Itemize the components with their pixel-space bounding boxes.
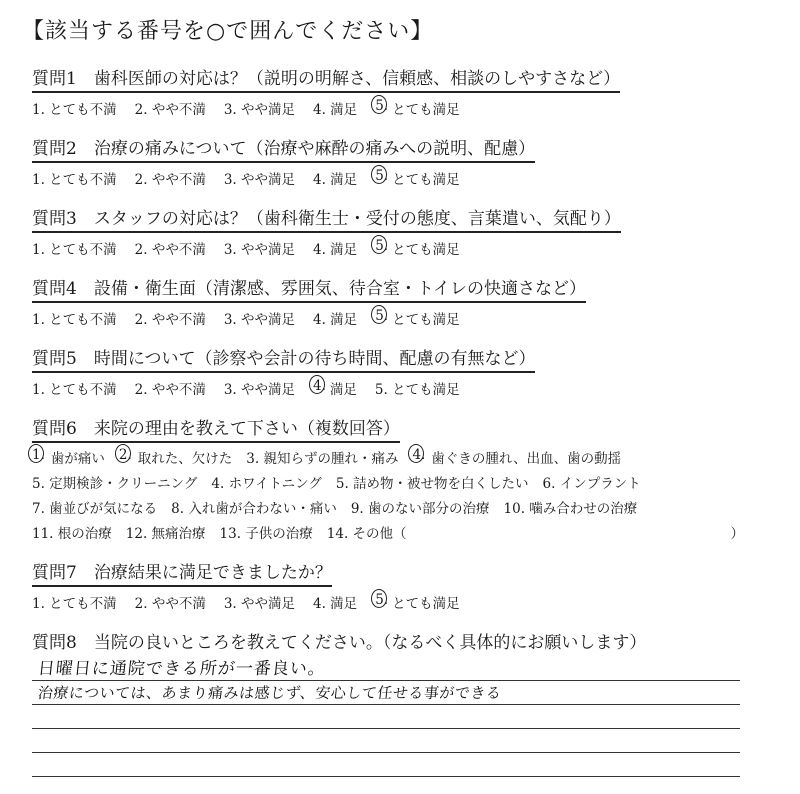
option-2[interactable]: 2. やや不満 — [134, 382, 206, 398]
question-4 — [32, 274, 772, 328]
question-title: 質問4 設備・衛生面（清潔感、雰囲気、待合室・トイレの快適さなど） — [32, 274, 586, 303]
option-4[interactable]: 4. 満足 — [313, 312, 358, 328]
reason-1-circled[interactable]: 1. — [32, 447, 45, 468]
reason-missing-teeth[interactable]: 9. 歯のない部分の治療 — [350, 501, 490, 517]
answer-line-1[interactable] — [32, 657, 740, 681]
reason-implant[interactable]: 6. インプラント — [542, 476, 641, 492]
option-4-label: 満足 — [329, 382, 357, 398]
question-title: 質問7 治療結果に満足できましたか？ — [32, 558, 332, 587]
question-3 — [32, 204, 772, 258]
options-row-2 — [32, 472, 772, 493]
option-1[interactable]: 1. とても不満 — [32, 312, 117, 328]
option-5-label: とても満足 — [392, 172, 460, 188]
question-5 — [32, 344, 772, 398]
options-row — [32, 308, 772, 328]
option-4[interactable]: 4. 満足 — [313, 102, 358, 118]
question-title: 質問8 当院の良いところを教えてください。（なるべく具体的にお願いします） — [32, 633, 647, 653]
question-title: 質問1 歯科医師の対応は？（説明の明解さ、信頼感、相談のしやすさなど） — [32, 64, 620, 93]
option-5-circled[interactable]: 5. — [375, 98, 388, 118]
instruction-header: 【該当する番号を○で囲んでください】 — [22, 19, 434, 44]
question-title: 質問2 治療の痛みについて（治療や麻酔の痛みへの説明、配慮） — [32, 134, 535, 163]
other-close-paren: ） — [730, 526, 744, 542]
reason-4-circled[interactable]: 4. — [412, 447, 425, 468]
option-5-circled[interactable]: 5. — [375, 238, 388, 258]
option-2[interactable]: 2. やや不満 — [134, 102, 206, 118]
reason-painless[interactable]: 12. 無痛治療 — [125, 526, 206, 542]
options-row — [32, 238, 772, 258]
option-5-circled[interactable]: 5. — [375, 592, 388, 612]
option-5[interactable]: 5. とても満足 — [374, 382, 460, 398]
option-1[interactable]: 1. とても不満 — [32, 382, 117, 398]
reason-1-label: 歯が痛い — [50, 451, 105, 467]
question-2 — [32, 134, 772, 188]
reason-checkup[interactable]: 5. 定期検診・クリーニング — [32, 476, 198, 492]
reason-3[interactable]: 3. 親知らずの腫れ・痛み — [246, 451, 399, 467]
answer-line-5[interactable] — [32, 753, 740, 777]
option-3[interactable]: 3. やや満足 — [223, 312, 296, 328]
option-3[interactable]: 3. やや満足 — [223, 596, 296, 612]
option-1[interactable]: 1. とても不満 — [32, 102, 117, 118]
question-8 — [32, 628, 772, 655]
reason-4-label: 歯ぐきの腫れ、出血、歯の動揺 — [431, 451, 622, 467]
options-row — [32, 98, 772, 118]
reason-other[interactable]: 14. その他（ — [326, 526, 407, 542]
reason-whitening[interactable]: 4. ホワイトニング — [211, 476, 322, 492]
answer-lines[interactable] — [32, 657, 740, 777]
question-1 — [32, 64, 772, 118]
option-3[interactable]: 3. やや満足 — [223, 242, 296, 258]
option-5-label: とても満足 — [392, 596, 460, 612]
options-row — [32, 168, 772, 188]
options-row — [32, 378, 772, 398]
option-4-circled[interactable]: 4. — [313, 378, 326, 398]
option-5-label: とても満足 — [392, 102, 460, 118]
reason-bite[interactable]: 10. 噛み合わせの治療 — [503, 501, 638, 517]
reason-children[interactable]: 13. 子供の治療 — [219, 526, 313, 542]
reason-root[interactable]: 11. 根の治療 — [32, 526, 112, 542]
option-2[interactable]: 2. やや不満 — [134, 596, 206, 612]
answer-line-4[interactable] — [32, 729, 740, 753]
option-3[interactable]: 3. やや満足 — [223, 172, 296, 188]
question-title: 質問3 スタッフの対応は？（歯科衛生士・受付の態度、言葉遣い、気配り） — [32, 204, 621, 233]
option-2[interactable]: 2. やや不満 — [134, 242, 206, 258]
option-2[interactable]: 2. やや不満 — [134, 172, 206, 188]
option-4[interactable]: 4. 満足 — [313, 242, 358, 258]
option-5-label: とても満足 — [392, 312, 460, 328]
option-4[interactable]: 4. 満足 — [313, 172, 358, 188]
answer-line-2[interactable] — [32, 681, 740, 705]
option-5-circled[interactable]: 5. — [375, 168, 388, 188]
reason-white-fillings[interactable]: 5. 詰め物・被せ物を白くしたい — [335, 476, 529, 492]
question-title: 質問5 時間について（診察や会計の待ち時間、配慮の有無など） — [32, 344, 535, 373]
option-4[interactable]: 4. 満足 — [313, 596, 358, 612]
reason-2-label: 取れた、欠けた — [137, 451, 233, 467]
options-row-3 — [32, 497, 772, 518]
option-1[interactable]: 1. とても不満 — [32, 172, 117, 188]
reason-2-circled[interactable]: 2. — [119, 447, 132, 468]
answer-line-3[interactable] — [32, 705, 740, 729]
question-6 — [32, 414, 772, 543]
question-title: 質問6 来院の理由を教えて下さい（複数回答） — [32, 414, 400, 443]
question-7 — [32, 558, 772, 612]
option-5-label: とても満足 — [392, 242, 460, 258]
options-row-4 — [32, 522, 772, 543]
handwritten-answer-2: 治療については、あまり痛みは感じず、安心して任せる事ができる — [37, 684, 503, 702]
handwritten-answer-1: 日曜日に通院できる所が一番良い。 — [36, 659, 327, 679]
reason-dentures[interactable]: 8. 入れ歯が合わない・痛い — [171, 501, 337, 517]
option-3[interactable]: 3. やや満足 — [223, 382, 296, 398]
option-2[interactable]: 2. やや不満 — [134, 312, 206, 328]
option-1[interactable]: 1. とても不満 — [32, 596, 117, 612]
options-row-1 — [32, 447, 772, 468]
option-5-circled[interactable]: 5. — [375, 308, 388, 328]
option-1[interactable]: 1. とても不満 — [32, 242, 117, 258]
options-row — [32, 592, 772, 612]
reason-alignment[interactable]: 7. 歯並びが気になる — [32, 501, 158, 517]
option-3[interactable]: 3. やや満足 — [223, 102, 296, 118]
